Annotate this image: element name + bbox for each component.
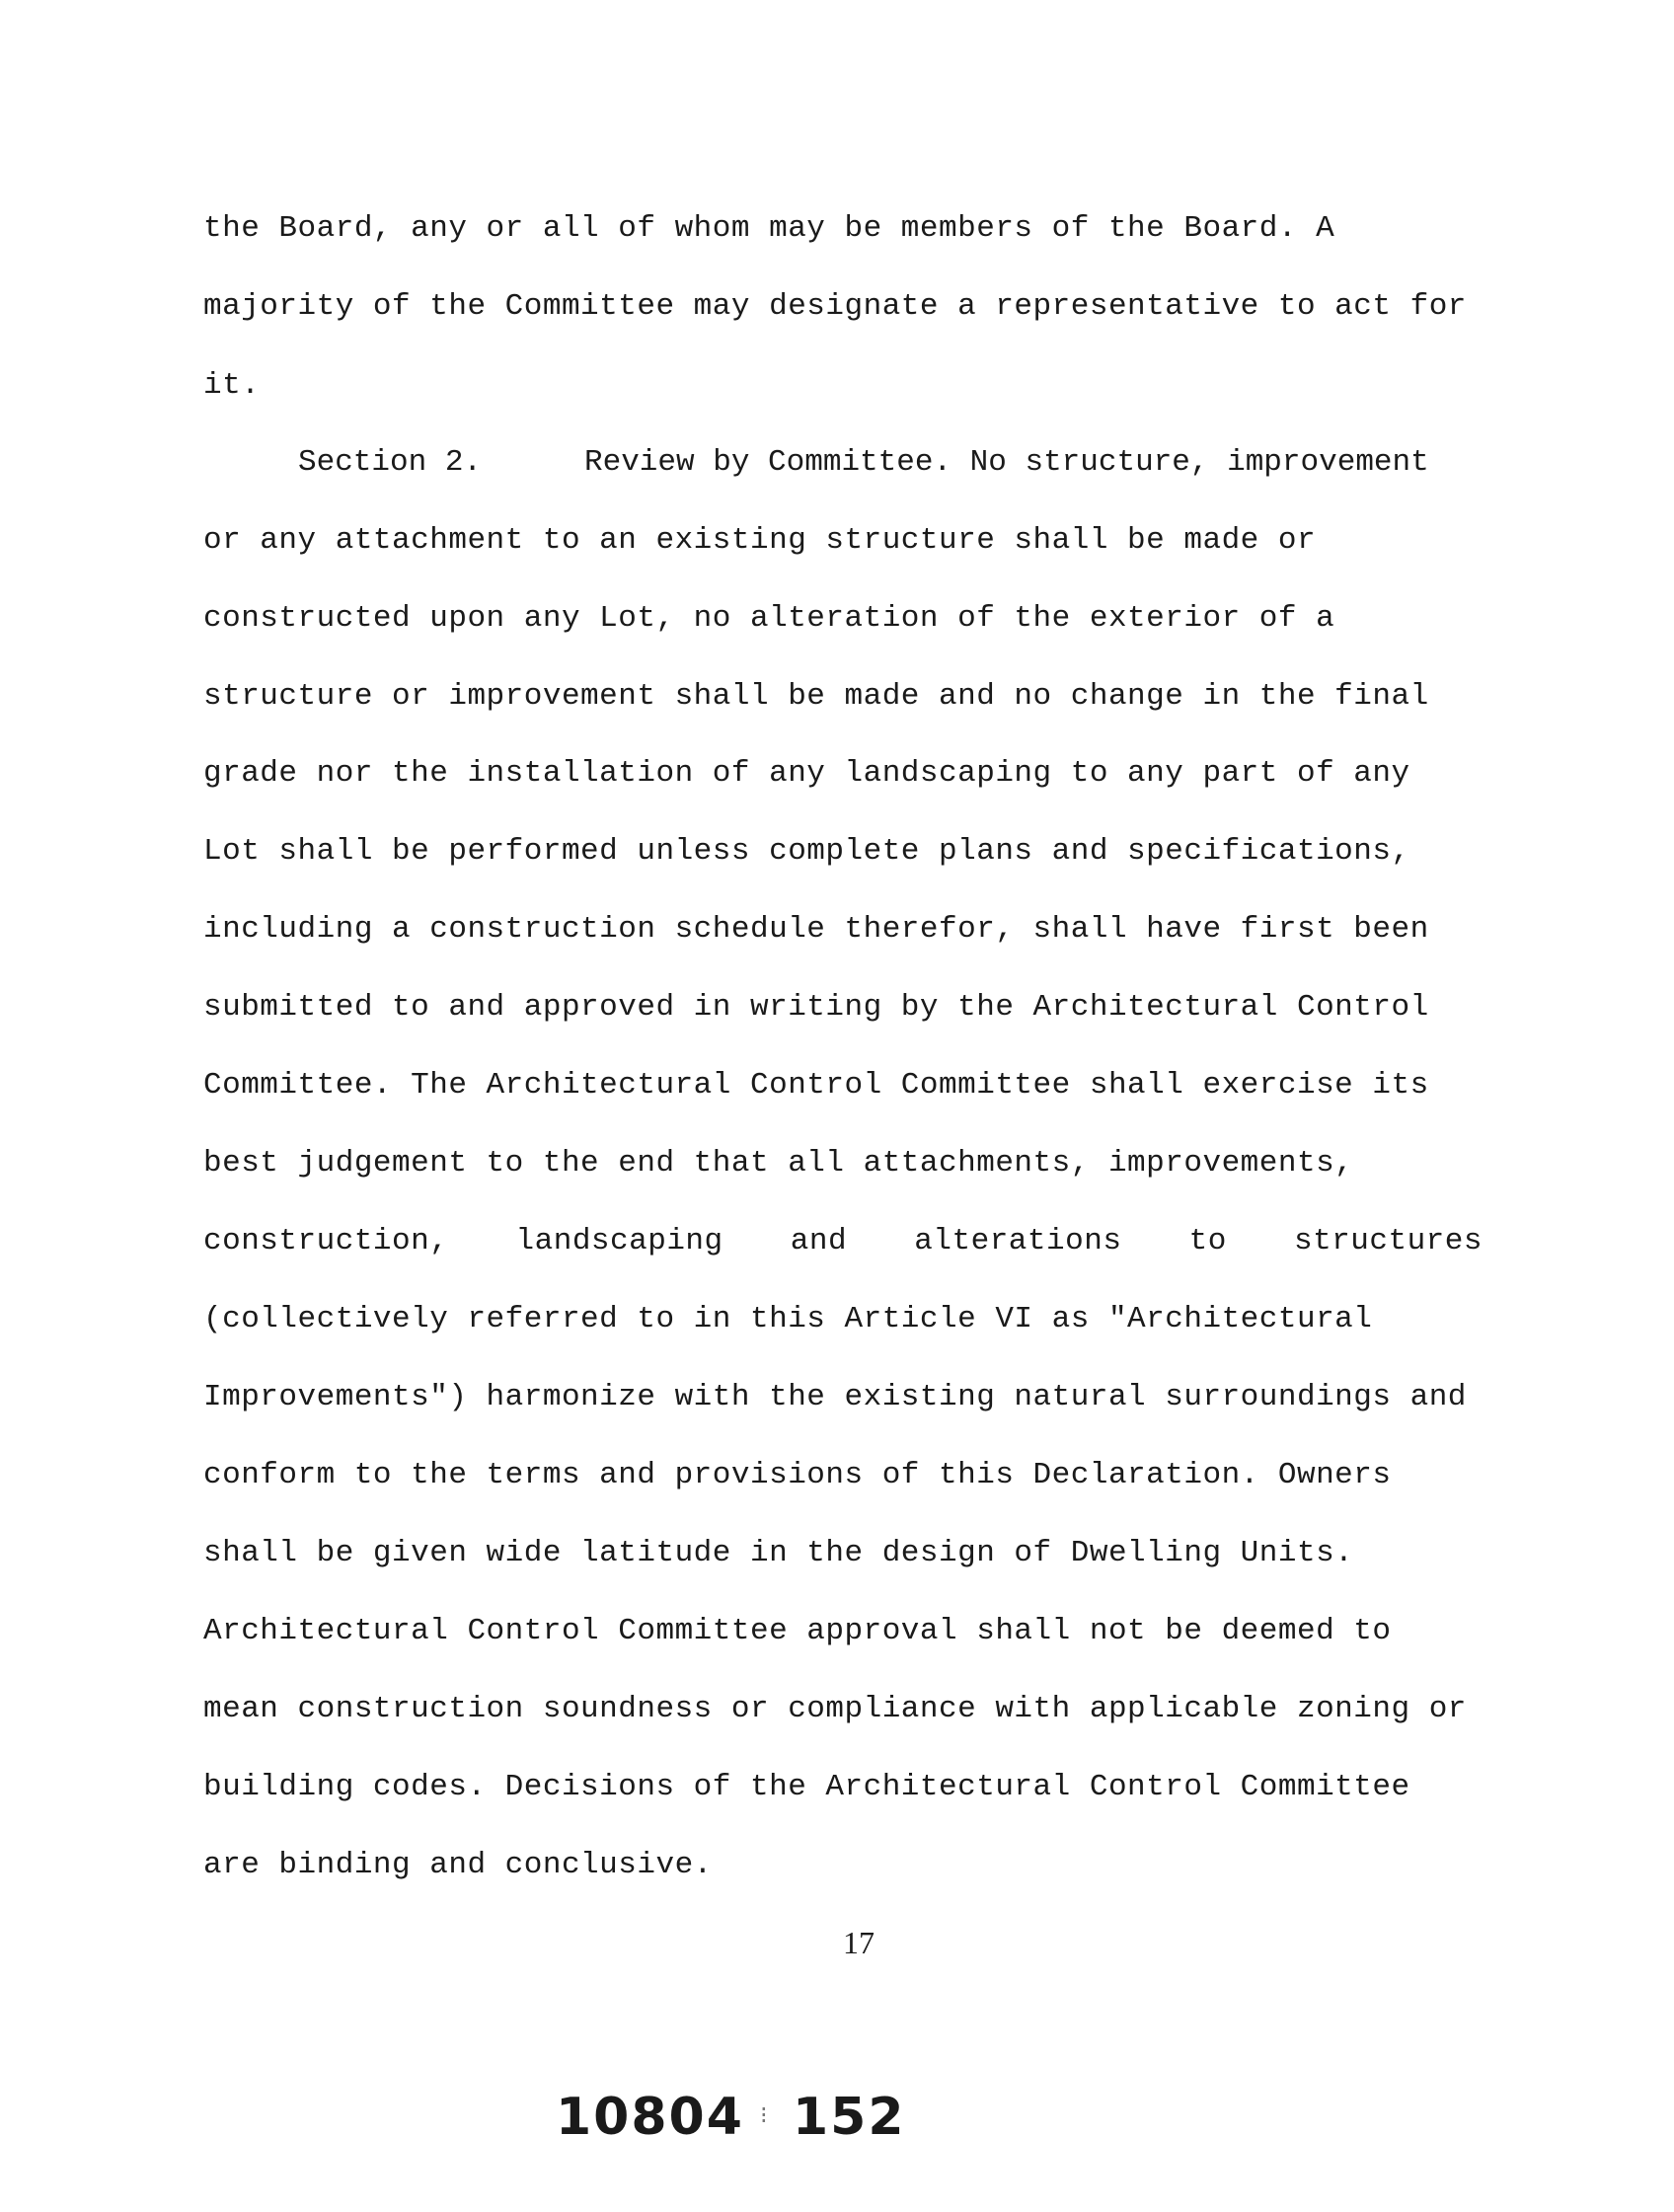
text-line: it. bbox=[203, 368, 261, 403]
text-line: Improvements") harmonize with the existing natural surroundings and bbox=[203, 1380, 1467, 1414]
section-heading-line bbox=[298, 444, 1483, 482]
text-line: majority of the Committee may designate a representative to act for bbox=[203, 289, 1467, 324]
stamp-separator: ⁝ bbox=[760, 2101, 770, 2129]
text-line: grade nor the installation of any landscaping to any part of any bbox=[203, 756, 1410, 791]
section-label: Section 2. bbox=[298, 445, 483, 480]
text-line: the Board, any or all of whom may be members of the Board. A bbox=[203, 211, 1335, 246]
text-line: mean construction soundness or compliance with applicable zoning or bbox=[203, 1692, 1467, 1726]
text-line: Lot shall be performed unless complete plans and specifications, bbox=[203, 834, 1410, 869]
text-line: building codes. Decisions of the Architectural Control Committee bbox=[203, 1770, 1410, 1804]
text-line: shall be given wide latitude in the design of Dwelling Units. bbox=[203, 1536, 1354, 1570]
text-line: structure or improvement shall be made and no change in the final bbox=[203, 679, 1429, 714]
text-line: submitted to and approved in writing by the Architectural Control bbox=[203, 990, 1429, 1025]
text-line: constructed upon any Lot, no alteration of the exterior of a bbox=[203, 601, 1335, 636]
book-number: 10804 bbox=[556, 2088, 744, 2147]
page-number: 17 bbox=[843, 1925, 875, 1960]
text-line: or any attachment to an existing structure shall be made or bbox=[203, 523, 1317, 558]
text-line: conform to the terms and provisions of this Declaration. Owners bbox=[203, 1458, 1392, 1492]
text-line: construction, landscaping and alterations to structures bbox=[203, 1224, 1483, 1259]
book-page-number: 152 bbox=[793, 2088, 906, 2147]
text-line: best judgement to the end that all attachments, improvements, bbox=[203, 1146, 1354, 1181]
text-line: including a construction schedule therefor, shall have first been bbox=[203, 912, 1429, 947]
text-line: are binding and conclusive. bbox=[203, 1848, 713, 1882]
text-line: (collectively referred to in this Article VI as "Architectural bbox=[203, 1302, 1373, 1336]
section-title-text: Review by Committee. No structure, improvement bbox=[584, 445, 1429, 480]
text-line: Committee. The Architectural Control Committee shall exercise its bbox=[203, 1068, 1429, 1103]
text-line: Architectural Control Committee approval shall not be deemed to bbox=[203, 1614, 1392, 1648]
